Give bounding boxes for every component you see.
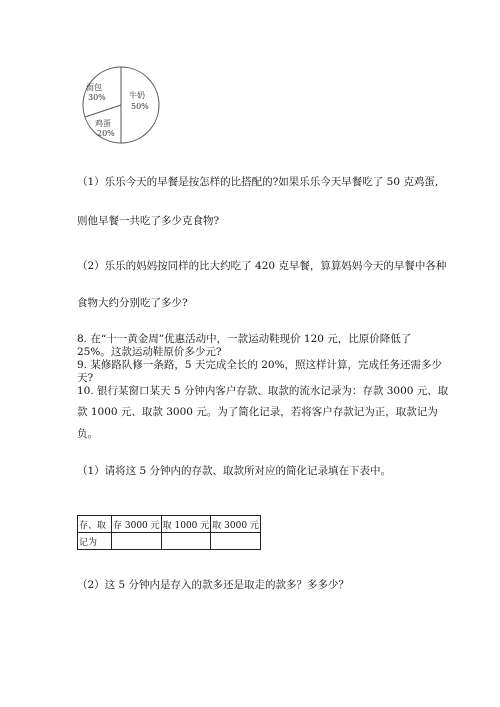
table-answer-cell[interactable] — [211, 533, 261, 550]
table-header-cell: 存 3000 元 — [112, 516, 162, 533]
table-row — [78, 533, 261, 550]
question-1-line-1: （1）乐乐今天的早餐是按怎样的比搭配的?如果乐乐今天早餐吃了 50 克鸡蛋, — [77, 176, 439, 188]
problem-9-line-1: 9. 某修路队修一条路，5 天完成全长的 20%，照这样计算，完成任务还需多少 — [77, 359, 443, 371]
problem-8-line-2: 25%。这款运动鞋原价多少元? — [77, 346, 222, 358]
slice-label-bread: 面包 — [86, 83, 102, 92]
slice-label-eggs: 鸡蛋 — [95, 119, 111, 128]
problem-8-line-1: 8. 在“十一黄金周”优惠活动中，一款运动鞋现价 120 元，比原价降低了 — [77, 333, 412, 345]
table-row-label: 记为 — [78, 533, 112, 550]
table-answer-cell[interactable] — [112, 533, 162, 550]
table-header-cell: 取 3000 元 — [211, 516, 261, 533]
table-header-cell: 存、取 — [78, 516, 112, 533]
problem-10-line-3: 负。 — [77, 428, 98, 440]
problem-10-question-1: （1）请将这 5 分钟内的存款、取款所对应的简化记录填在下表中。 — [77, 465, 392, 477]
slice-percent-bread: 30% — [88, 93, 106, 102]
problem-10-line-2: 款 1000 元、取款 3000 元。为了简化记录，若将客户存款记为正，取款记为 — [77, 406, 438, 418]
problem-10-question-2: （2）这 5 分钟内是存入的款多还是取走的款多？多多少？ — [77, 579, 350, 591]
question-2-line-1: （2）乐乐的妈妈按同样的比大约吃了 420 克早餐，算算妈妈今天的早餐中各种 — [77, 260, 447, 272]
slice-percent-eggs: 20% — [97, 129, 115, 138]
problem-10-line-1: 10. 银行某窗口某天 5 分钟内客户存款、取款的流水记录为：存款 3000 元、取 — [77, 385, 449, 397]
slice-percent-milk: 50% — [131, 102, 149, 111]
question-1-line-2: 则他早餐一共吃了多少克食物? — [77, 215, 220, 227]
problem-9-line-2: 天? — [77, 372, 94, 384]
question-2-line-2: 食物大约分别吃了多少? — [77, 297, 188, 309]
breakfast-pie-chart — [80, 64, 162, 146]
slice-label-milk: 牛奶 — [129, 91, 145, 100]
table-header-row — [78, 516, 261, 533]
table-answer-cell[interactable] — [161, 533, 211, 550]
record-table — [77, 515, 261, 550]
table-header-cell: 取 1000 元 — [161, 516, 211, 533]
